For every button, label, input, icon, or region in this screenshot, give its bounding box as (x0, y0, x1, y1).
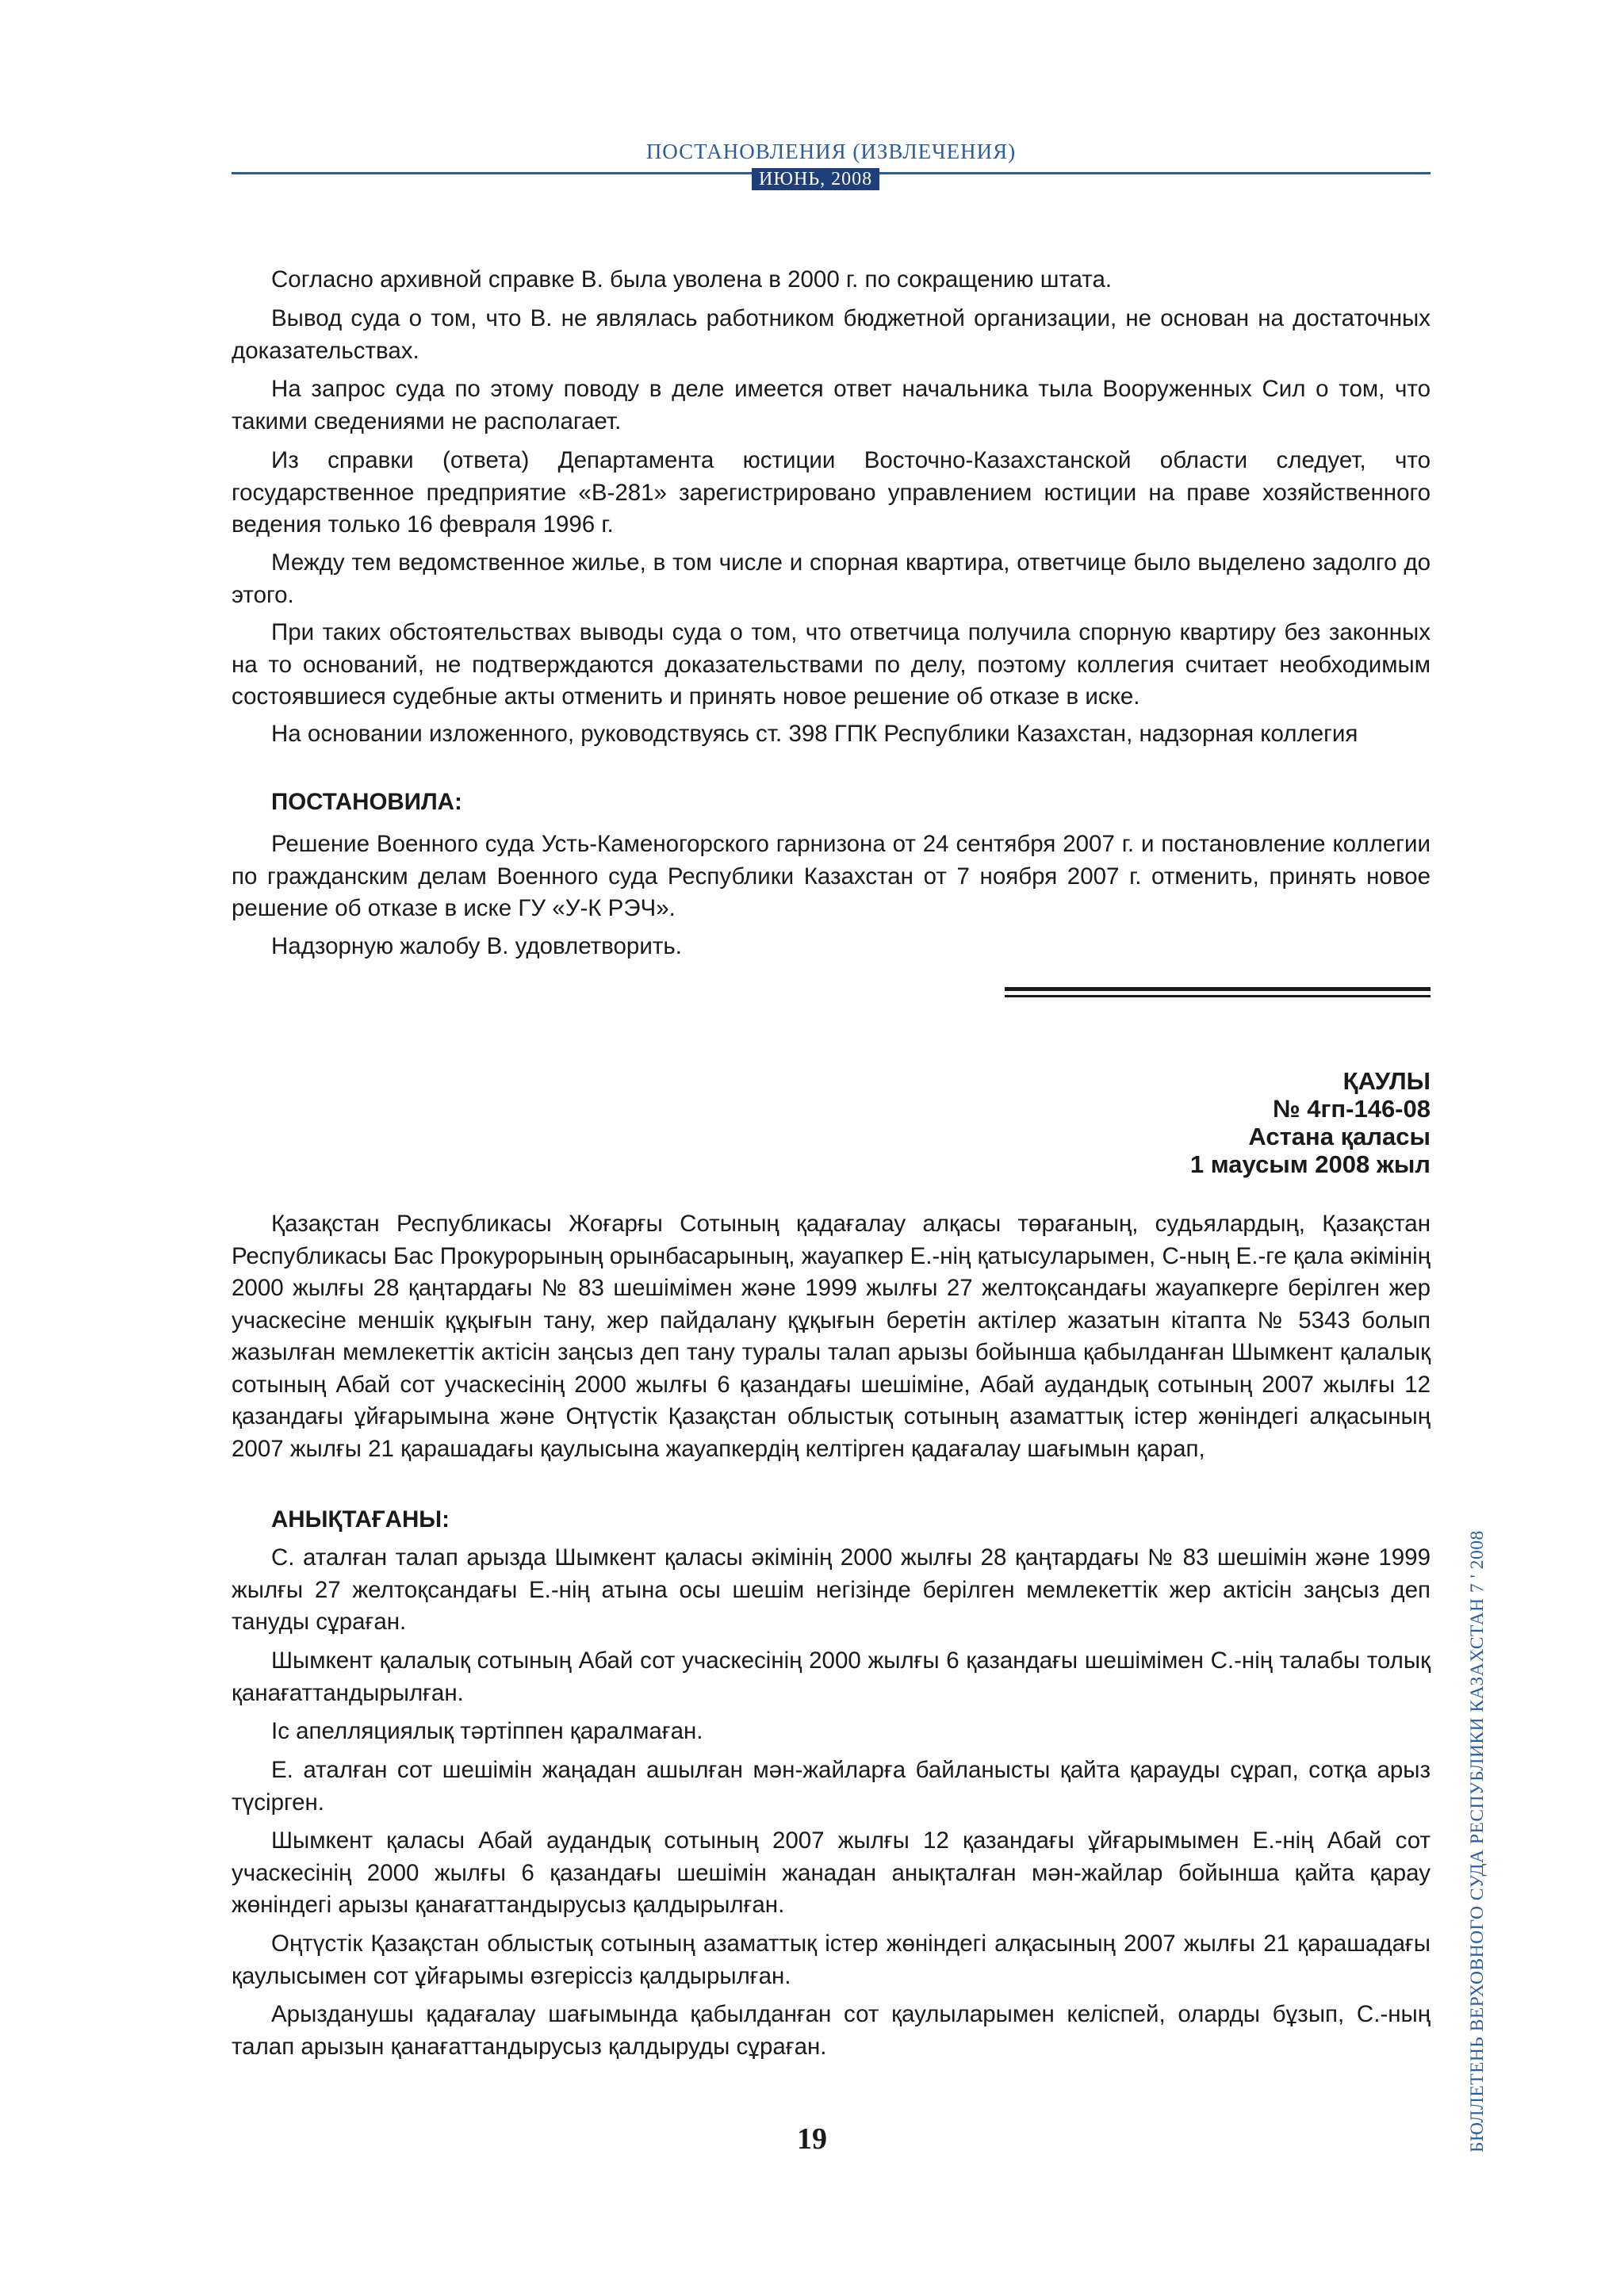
paragraph: Шымкент қалалық сотының Абай сот учаскесінің 2000 жылғы 6 қазандағы шешімімен С.-нің талабы толық қанағаттандырылған. (232, 1647, 1431, 1706)
header-date-badge: ИЮНЬ, 2008 (752, 168, 879, 190)
section-separator (1005, 995, 1431, 997)
paragraph: При таких обстоятельствах выводы суда о том, что ответчица получила спорную квартиру без законных на то оснований, не подтверждаются доказательствами по делу, поэтому коллегия считает необходимым состоявшиеся судебные акты отменить и принять новое решение об отказе в иске. (232, 619, 1431, 710)
paragraph: Решение Военного суда Усть-Каменогорского гарнизона от 24 сентября 2007 г. и постановление коллегии по гражданским делам Военного суда Республики Казахстан от 7 ноября 2007 г. отменить, принять новое решение об отказе в иске ГУ «У-К РЭЧ». (232, 831, 1431, 921)
decree-date: 1 маусым 2008 жыл (1189, 1150, 1431, 1178)
paragraph: Оңтүстік Қазақстан облыстық сотының азаматтық істер жөніндегі алқасының 2007 жылғы 21 қарашадағы қаулысымен сот ұйғарымы өзгеріссіз қалдырылған. (232, 1931, 1431, 1989)
decree-type: ҚАУЛЫ (1342, 1067, 1431, 1095)
decree-place: Астана қаласы (1248, 1123, 1431, 1150)
paragraph: Қазақстан Республикасы Жоғарғы Сотының қадағалау алқасы төрағаның, судьялардың, Қазақстан Республикасы Бас Прокурорының орынбасарының, жауапкер Е.-нің қатысуларымен, С-ның Е.-ге қала әкімінің 2000 жылғы 28 қаңтардағы № 83 шешімімен және 1999 жылғы 27 желтоқсандағы жауапкерге берілген жер учаскесіне меншік құқығын тану, жер пайдалану құқығын беретін актілер жазатын кітапта № 5343 болып жазылған мемлекеттік актісін заңсыз деп тану туралы талап арызы бойынша қабылданған Шымкент қалалық сотының Абай сот учаскесінің 2000 жылғы 6 қазандағы шешіміне, Абай аудандық сотының 2007 жылғы 12 қазандағы ұйғарымына және Оңтүстік Қазақстан облыстық сотының азаматтық істер жөніндегі алқасының 2007 жылғы 21 қарашадағы қаулысына жауапкердің келтірген қадағалау шағымын қарап, (232, 1211, 1431, 1462)
paragraph: Надзорную жалобу В. удовлетворить. (271, 933, 682, 959)
decree-number: № 4гп-146-08 (1273, 1095, 1431, 1123)
paragraph: Согласно архивной справке В. была уволена в 2000 г. по сокращению штата. (271, 266, 1113, 293)
paragraph: Вывод суда о том, что В. не являлась работником бюджетной организации, не основан на достаточных доказательствах. (232, 305, 1431, 364)
paragraph: Арызданушы қадағалау шағымында қабылданған сот қаулыларымен келіспей, оларды бұзып, С.-ның талап арызын қанағаттандырусыз қалдыруды сұраған. (232, 2001, 1431, 2060)
established-heading: АНЫҚТАҒАНЫ: (271, 1506, 450, 1533)
paragraph: Іс апелляциялық тәртіппен қаралмаған. (271, 1718, 703, 1744)
paragraph: Между тем ведомственное жилье, в том числе и спорная квартира, ответчице было выделено задолго до этого. (232, 549, 1431, 608)
header-title: ПОСТАНОВЛЕНИЯ (ИЗВЛЕЧЕНИЯ) (645, 140, 1017, 163)
page-number: 19 (797, 2122, 827, 2156)
side-caption: БЮЛЛЕТЕНЬ ВЕРХОВНОГО СУДА РЕСПУБЛИКИ КАЗАХСТАН 7 ' 2008 (1467, 1530, 1488, 2152)
resolved-heading: ПОСТАНОВИЛА: (271, 789, 462, 815)
paragraph: На запрос суда по этому поводу в деле имеется ответ начальника тыла Вооруженных Сил о том, что такими сведениями не располагает. (232, 376, 1431, 434)
paragraph: Шымкент қаласы Абай аудандық сотының 2007 жылғы 12 қазандағы ұйғарымымен Е.-нің Абай сот учаскесінің 2000 жылғы 6 қазандағы шешімін жанадан анықталған мән-жайлар бойынша қайта қарау жөніндегі арызы қанағаттандырусыз қалдырылған. (232, 1827, 1431, 1918)
paragraph: Из справки (ответа) Департамента юстиции Восточно-Казахстанской области следует, что государственное предприятие «В-281» зарегистрировано управлением юстиции на праве хозяйственного ведения только 16 февраля 1996 г. (232, 447, 1431, 538)
running-header (232, 140, 1431, 203)
section-separator (1005, 987, 1431, 991)
paragraph: Е. аталған сот шешімін жаңадан ашылған мән-жайларға байланысты қайта қарауды сұрап, сотқа арыз түсірген. (232, 1757, 1431, 1816)
decree-header (1190, 1067, 1431, 1178)
paragraph: С. аталған талап арызда Шымкент қаласы әкімінің 2000 жылғы 28 қаңтардағы № 83 шешімін және 1999 жылғы 27 желтоқсандағы Е.-нің атына осы шешім негізінде берілген мемлекеттік жер актісін заңсыз деп тануды сұраған. (232, 1544, 1431, 1635)
paragraph: На основании изложенного, руководствуясь ст. 398 ГПК Республики Казахстан, надзорная коллегия (271, 721, 1358, 747)
